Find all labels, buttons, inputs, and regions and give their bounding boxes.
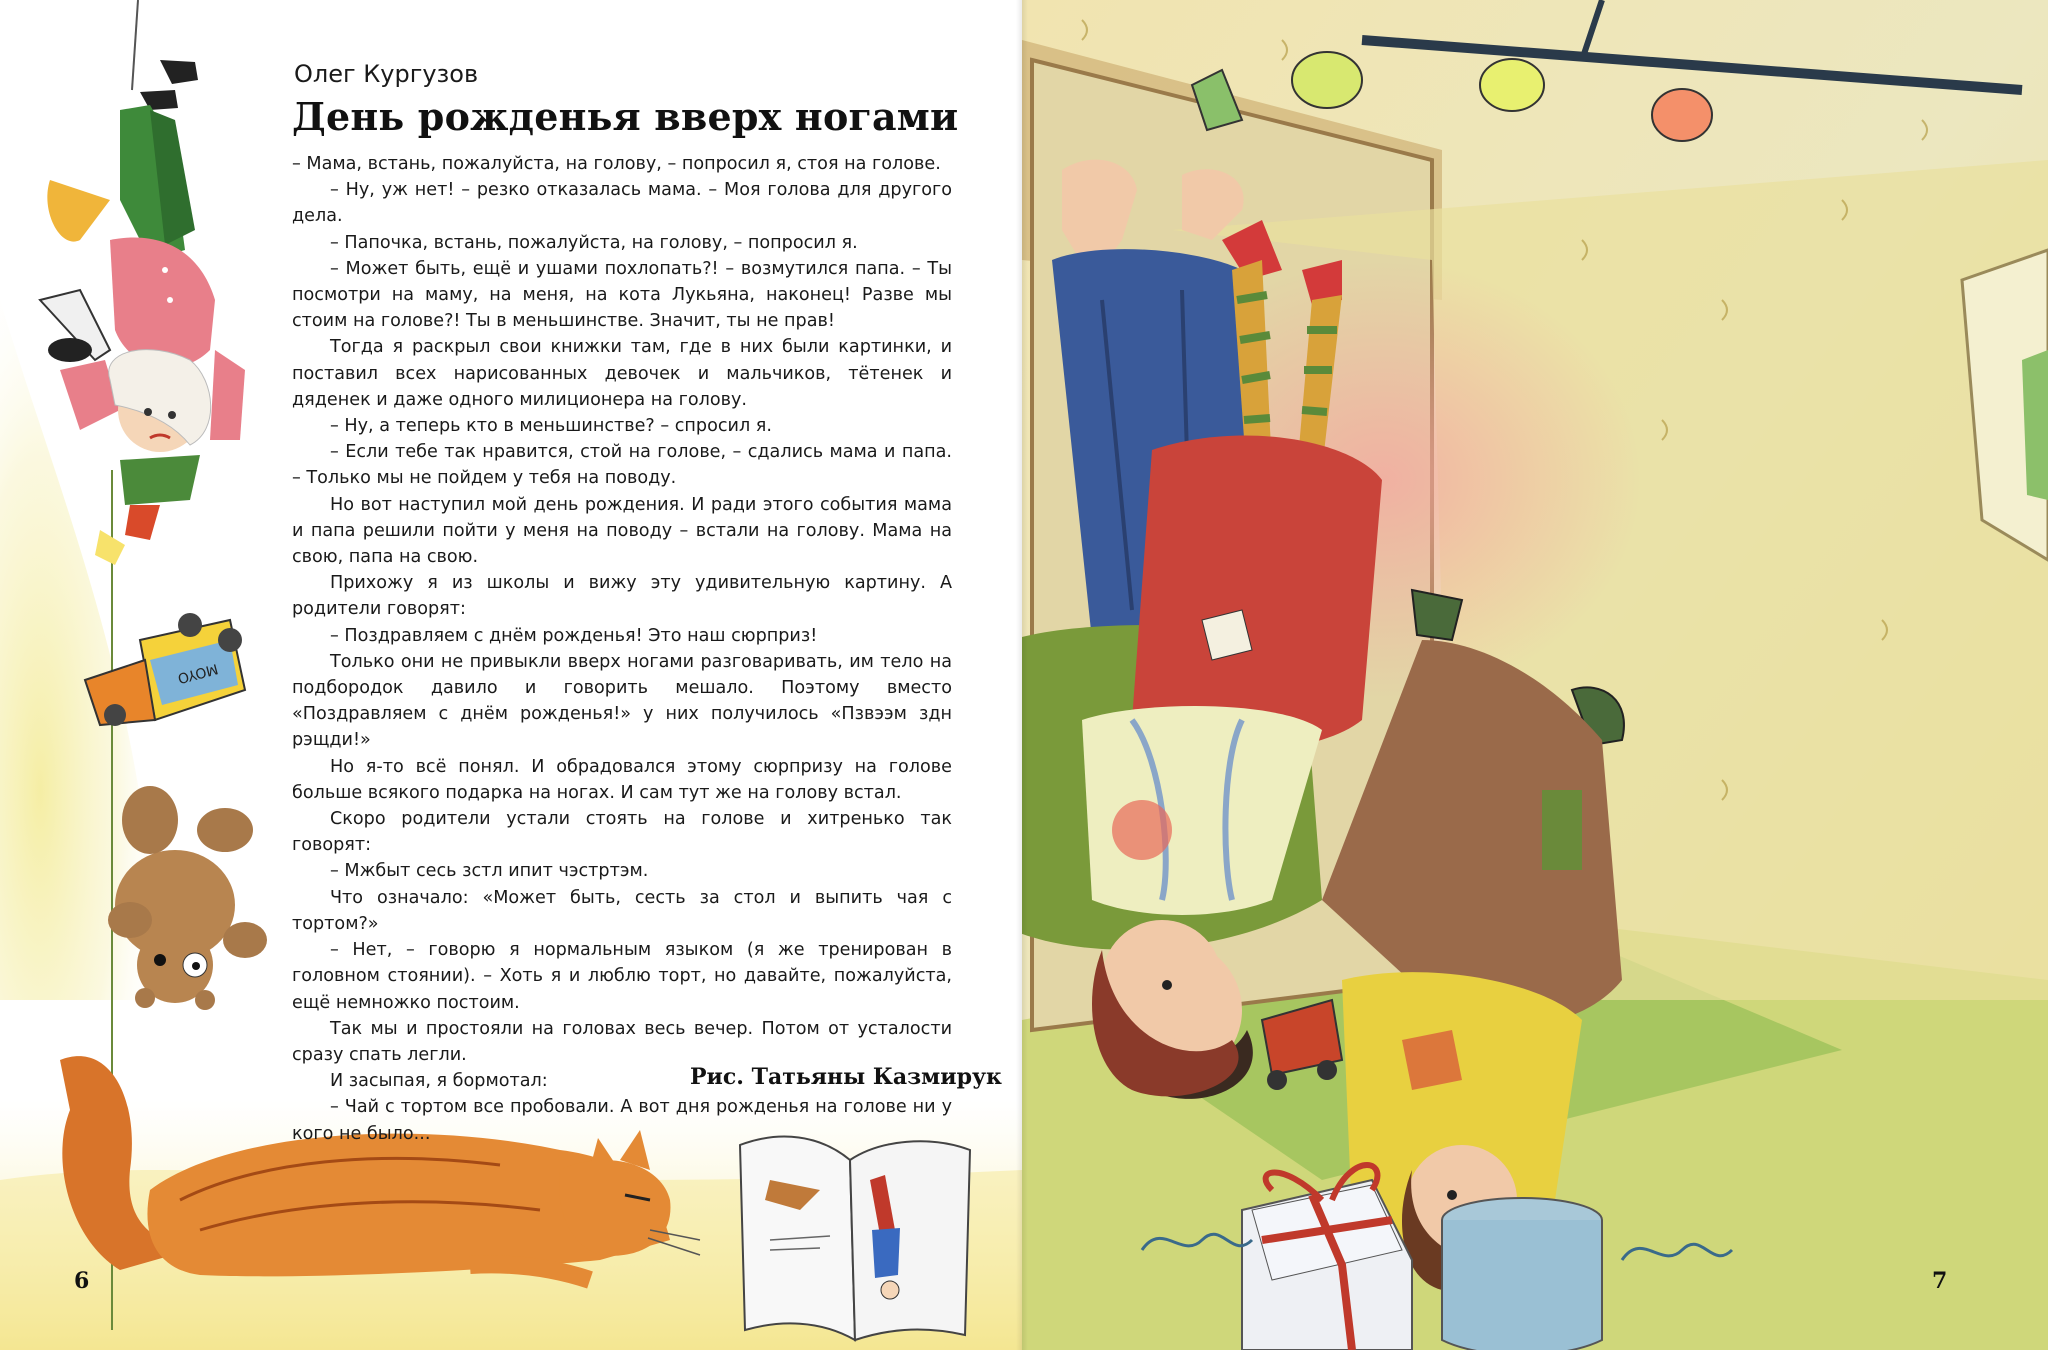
story-paragraph: – Ну, уж нет! – резко отказалась мама. – Моя голова для другого дела. [292,180,952,227]
illustrator-credit: Рис. Татьяны Казмирук [690,1064,1002,1090]
story-paragraph: Только они не привыкли вверх ногами разговаривать, им тело на подбородок давило и говорить мешало. Поэтому вместо «Поздравляем с днём рожденья!» у них получилось «Пзвээм здн рэщди!» [292,651,952,751]
author-name: Олег Кургузов [294,60,479,88]
story-paragraph: – Поздравляем с днём рожденья! Это наш сюрприз! [330,625,818,646]
story-paragraph: – Мама, встань, пожалуйста, на голову, – попросил я, стоя на голове. [292,154,941,174]
svg-text:MOYO: MOYO [175,660,220,687]
hanging-girl-illustration [40,60,245,565]
story-title: День рожденья вверх ногами [292,94,959,139]
story-paragraph: Скоро родители устали стоять на голове и хитренько так говорят: [292,809,952,856]
book-gutter [1016,0,1028,1350]
story-text-block [292,60,959,1147]
story-paragraph: Что означало: «Может быть, сесть за стол и выпить чая с тортом?» [292,887,952,934]
story-paragraph: И засыпая, я бормотал: [330,1071,548,1092]
page-number-left: 6 [74,1268,90,1294]
story-paragraph: Так мы и простояли на головах весь вечер. Потом от усталости сразу спать легли. [292,1018,952,1065]
story-paragraph: Но я-то всё понял. И обрадовался этому сюрпризу на голове больше всякого подарка на ногах. И сам тут же на голову встал. [292,756,952,803]
story-paragraph: – Чай с тортом все пробовали. А вот дня рожденья на голове ни у кого не было... [292,1097,952,1144]
story-paragraph: Но вот наступил мой день рождения. И ради этого события мама и папа решили пойти у меня на поводу – встали на голову. Мама на свою, папа на свою. [292,494,952,568]
open-book-illustration [740,1137,970,1340]
story-paragraph: Тогда я раскрыл свои книжки там, где в них были картинки, и поставил всех нарисованных девочек и мальчиков, тётенек и дяденек и даже одного милиционера на голову. [292,337,952,410]
birthday-illustration [1022,0,2048,1350]
story-paragraph: – Может быть, ещё и ушами похлопать?! – возмутился папа. – Ты посмотри на маму, на меня, на кота Лукьяна, наконец! Разве мы стоим на голове?! Ты в меньшинстве. Значит, ты не прав! [292,258,952,332]
left-page [0,0,1022,1350]
right-page [1022,0,2048,1350]
story-paragraph: Прихожу я из школы и вижу эту удивительную картину. А родители говорят: [292,573,952,620]
page-number-right: 7 [1932,1268,1948,1294]
round-gift-box-illustration [1442,1198,1602,1350]
story-paragraph: – Мжбыт сесь зстл ипит чэстртэм. [330,861,649,882]
story-paragraph: – Если тебе так нравится, стой на голове, – сдались мама и папа. – Только мы не пойдем у тебя на поводу. [292,442,952,489]
story-paragraph: – Папочка, встань, пожалуйста, на голову, – попросил я. [330,232,858,253]
story-paragraph: – Ну, а теперь кто в меньшинстве? – спросил я. [330,416,772,437]
story-paragraph: – Нет, – говорю я нормальным языком (я же тренирован в головном стоянии). – Хоть я и люблю торт, но давайте, пожалуйста, ещё немножко постоим. [292,940,952,1013]
